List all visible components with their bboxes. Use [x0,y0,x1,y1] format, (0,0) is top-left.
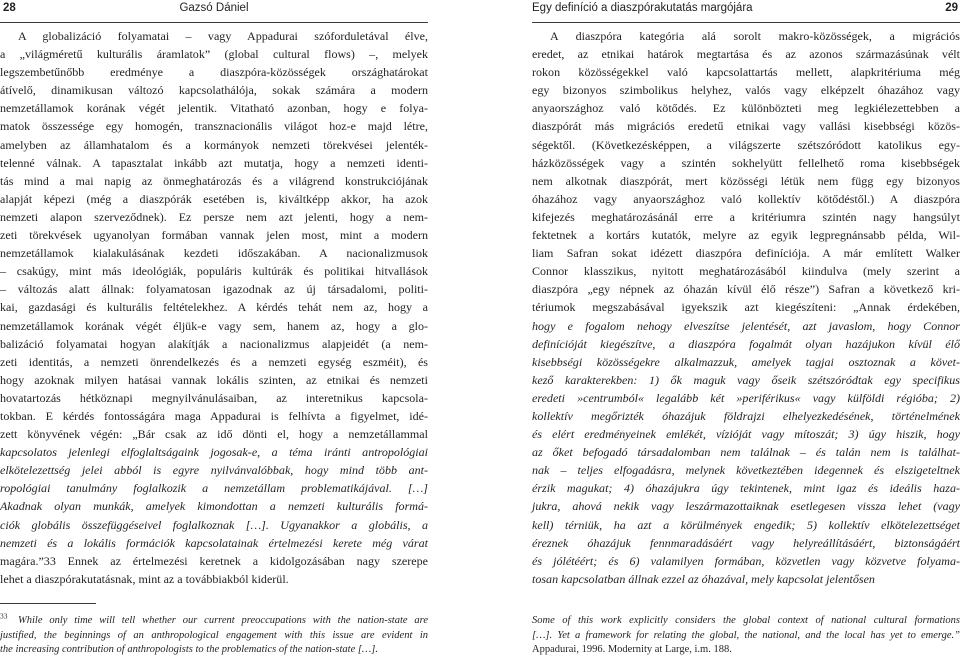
text-line: tosan kapcsolatban állnak ezzel az óhazával, mely kapcsolat jelentősen [532,571,875,586]
footnote-line: the increasing contribution of anthropologists to the problematics of the nation-state […]. [0,644,378,656]
left-page [0,0,428,659]
text-line: Akadnak olyan munkák, amelyek kimondottan a nemzeti kulturális formá- [0,499,428,514]
text-line: hogy e fogalom nehogy elveszítse jelentését, azt javaslom, hogy Connor [532,318,960,333]
text-line: éreznek óhazájuk fennmaradásáért vagy helyreállításáért, biztonságáért [532,535,960,550]
text-line: kező karakterekben: 1) ők maguk vagy őseik szétszóródtak egy specifikus [532,372,960,387]
text-line: tériumok megszabásával igyekszik azt kiegészíteni: „Annak érdekében, [532,300,960,315]
text-line: zeti identitás, a nemzeti önrendelkezés és a nemzeti egység eszméit), és [0,354,428,369]
text-line: – változás alatt állnak: folyamatosan igazodnak az új társadalomi, politi- [0,282,428,297]
footnote-mark: 33 [0,611,8,621]
text-line: rokon közösségekkel való kapcsolattartás mellett, alapkritériuma még [532,65,960,80]
text-line: kifejezés meghatározásánál erre a kritériumra szintén nagy hangsúlyt [532,209,960,224]
text-line: diaszpóra „egy népnek az óhazán kívül élő része”) Safran a következő kri- [532,282,960,297]
text-line: balizáció folyamatai hogyan alakítják a nacionalizmus alapjeidét (a nem- [0,336,428,351]
text-line: zett könyvének végén: „Bár csak az idő dönti el, hogy a nemzetállammal [0,427,428,442]
left-page-header [0,0,428,23]
text-line: ciók globális összefüggéseivel foglalkoznak […]. Ugyanakkor a globális, a [0,517,428,532]
right-page-header [532,0,960,23]
left-footnote [0,611,428,658]
text-line: kapcsolatos jelenlegi elfoglaltságaink jogosak-e, a téma iránti antropológiai [0,445,428,460]
text-line: és jólétéért; és 6) valamilyen formában, közvetlen vagy közvetve folyama- [532,553,960,568]
text-line: jukra, ahová nekik vagy leszármazottaiknak esetlegesen vissza lehet (vagy [532,499,960,514]
page-number: 29 [945,2,958,14]
running-head: Egy definíció a diaszpórakutatás margójára [532,2,753,14]
text-line: fektetnek a kortárs kutatók, melyre az egyik legpregnánsabb példa, Wil- [532,228,960,243]
text-line: kollektív megőrizték óhazájuk földrajzi elhelyezkedésének, történelmének [532,408,960,423]
text-line: alapját képezi (még a diaszpórák esetében is, kiváltképp akkor, ha azok [0,191,428,206]
text-line: legszembetűnőbb eredménye a diaszpóra-közösségek országhatárokat [0,65,428,80]
text-line: elkötelezettség jelei abból is egyre nyilvánvalóbbak, hogy mind több ant- [0,463,428,478]
text-line: nemzetállamok korának végét jelentik. Vitatható azonban, hogy e folya- [0,101,428,116]
text-line: eredeti »centrumból« legalább két »periférikus« vagy külföldi régióba; 2) [532,390,960,405]
text-line: hogy azoknak milyen hatásai vannak lokális szinten, az etnikai és nemzeti [0,372,428,387]
text-line: amelyben az államhatalom és a kormányok nemzeti törekvései jelenték- [0,137,428,152]
text-line: nak – teljes elfogadásra, melynek következtében idegennek és elszigeteltnek [532,463,960,478]
text-line: telenné válnak. A tapasztalat inkább azt mutatja, hogy a nemzeti identi- [0,155,428,170]
text-line: tás mind a mai napig az önmeghatározás és a világrend konstrukciójának [0,173,428,188]
text-line: matok összessége egy homogén, transznacionális világot hoz-e majd létre, [0,119,428,134]
text-line: kisebbségi közösségekre alkalmazzuk, amelyek tagjai osztoznak a követ- [532,354,960,369]
text-line: nemzetállamok korának végét éljük-e vagy sem, hanem az, hogy a glo- [0,318,428,333]
footnote-rule [0,603,96,604]
text-line: nemzeti és a lokális formációk kapcsolatainak értelmezési kerete még várat [0,535,428,550]
text-line: tokban. E kérdés fontosságára maga Appadurai is felhívta a figyelmet, idé- [0,408,428,423]
left-body-text [0,27,428,588]
right-footnote [532,614,960,658]
text-line: nemzeti alapon szerveződnek). Ez persze nem azt jelenti, hogy a nem- [0,209,428,224]
footnote-line: Some of this work explicitly considers the global context of national cultural formations [532,615,960,626]
text-line: nemzetállamok kialakulásának kezdeti időszakában. A nacionalizmusok [0,246,428,261]
text-line: zeti törekvések ugyanolyan formában vannak jelen most, mint a modern [0,228,428,243]
text-line: átívelő, dinamikusan változó kapcsolathálója, sokak számára a modern [0,83,428,98]
text-line: egy bizonyos szimbolikus helyhez, valós vagy elképzelt óhazához vagy [532,83,960,98]
text-line: diaszpórát más migrációs eredetű etnikai vagy vallási kisebbségi közös- [532,119,960,134]
right-body-text [532,27,960,588]
footnote-line: justified, the beginnings of an anthropological engagement with this issue are evident in [0,629,428,641]
footnote-line: Appadurai, 1996. Modernity at Large, i.m. 188. [532,644,732,656]
page-number: 28 [3,2,16,14]
text-line: hovatartozás hétköznapi megnyilvánulásaiban, az interetnikus kapcsola- [0,390,428,405]
text-line: nem alkotnak diaszpórát, mert közösségi létük nem függ egy bizonyos [532,173,960,188]
text-line: liam Safran sokat idézett diaszpóra definíciója. A már említett Walker [532,246,960,261]
text-line: – csakúgy, mint más ideológiák, populáris kultúrák és politikai hitvallások [0,264,428,279]
footnote-line: […]. Yet a framework for relating the global, the national, and the local has yet to emerge.” [532,629,960,641]
footnote-line: While only time will tell whether our current preoccupations with the nation-state are [18,615,428,626]
text-line: A globalizáció folyamatai – vagy Appadurai szóforduletával élve, [18,29,428,43]
text-line: kai, gazdasági és kulturális feltételekhez. A kérdés tehát nem az, hogy a [0,300,428,315]
text-line: óhazához vagy anyaországhoz való kollektív kötődéstől.) A diaszpóra [532,191,960,206]
text-line: ropológiai tanulmány foglalkozik a nemzetállam problematikájával. […] [0,481,428,496]
text-line: az őket befogadó társadalomban nem találnak – és talán nem is találhat- [532,445,960,460]
text-line: anyaországhoz való kötődés. Ez különbözteti meg legkiélezettebben a [532,101,960,116]
text-line: házközösségek vagy a szintén sokhelyütt fellelhető roma kisebbségek [532,155,960,170]
text-line: a „világméretű kulturális áramlatok” (global cultural flows) –, melyek [0,47,428,62]
text-line: és elért eredményeinek emlékét, vízióját vagy mítoszát; 3) úgy hiszik, hogy [532,427,960,442]
text-line: érzik magukat; 4) óhazájukra úgy tekintenek, mint igaz és ideális haza- [532,481,960,496]
text-line: Connor klasszikus, nyitott meghatározásából kiindulva (mely szerint a [532,264,960,279]
text-line: eredet, az etnikai határok megtartása és az azonos származásúnak vélt [532,47,960,62]
text-line: magára.”33 Ennek az értelmezési keretnek a kidolgozásában nagy szerepe [0,553,428,568]
text-line: lehet a diaszpórakutatásnak, mint az a továbbiakból kiderül. [0,571,289,586]
right-page [532,0,960,659]
text-line: ségektől. (Következésképpen, a világszerte szétszóródott katolikus egy- [532,137,960,152]
text-line: kell) térniük, ha azt a körülmények engedik; 5) kollektív elkötelezettséget [532,517,960,532]
text-line: A diaszpóra kategória alá sorolt makro-közösségek, a migrációs [550,29,960,43]
text-line: definícióját kiegészítve, a diaszpóra fogalmát olyan hazájukon kívül élő [532,336,960,351]
running-head: Gazsó Dániel [179,2,249,14]
